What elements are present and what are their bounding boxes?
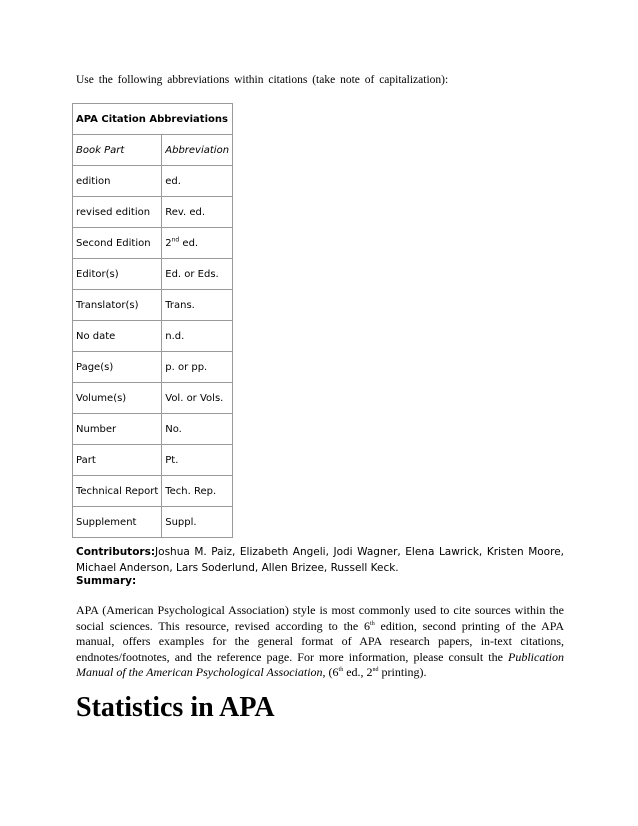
summary-text: edition, second printing of the APA manual, offers examples for the general format of APA research papers, in-text citations, endnotes/footnotes, and the reference page. For more information, please consult the xyxy=(76,618,565,664)
table-row xyxy=(73,476,233,507)
abbreviation-cell: Tech. Rep. xyxy=(162,476,233,507)
abbreviation-cell: Ed. or Eds. xyxy=(162,259,233,290)
table-row xyxy=(73,197,233,228)
contributors-label: Contributors: xyxy=(76,546,156,558)
table-row xyxy=(73,414,233,445)
abbreviation-cell: Suppl. xyxy=(162,507,233,538)
abbreviations-table xyxy=(72,103,233,538)
intro-text: Use the following abbreviations within citations (take note of capitalization): xyxy=(76,74,449,86)
abbreviation-cell: n.d. xyxy=(162,321,233,352)
abbreviation-cell: ed. xyxy=(162,166,233,197)
book-part-cell: Part xyxy=(73,445,162,476)
book-part-cell: Translator(s) xyxy=(73,290,162,321)
summary-text: ed., 2 xyxy=(343,665,373,679)
book-part-cell: edition xyxy=(73,166,162,197)
table-row xyxy=(73,383,233,414)
book-part-cell: revised edition xyxy=(73,197,162,228)
abbreviation-cell xyxy=(162,228,233,259)
header-abbreviation: Abbreviation xyxy=(162,135,233,166)
abbr-suffix: ed. xyxy=(179,237,199,249)
publication-title: Publication Manual of the American Psychological Association xyxy=(76,649,564,679)
contributors-paragraph xyxy=(76,544,564,576)
abbr-number: 2 xyxy=(165,237,172,249)
abbreviation-cell: Pt. xyxy=(162,445,233,476)
section-heading: Statistics in APA xyxy=(76,692,275,723)
summary-superscript: th xyxy=(338,667,344,673)
table-header-row xyxy=(73,135,233,166)
abbr-superscript: nd xyxy=(171,236,180,244)
summary-superscript: th xyxy=(370,620,375,627)
table-title: APA Citation Abbreviations xyxy=(73,104,233,135)
abbreviation-cell: Trans. xyxy=(162,290,233,321)
summary-text: , (6 xyxy=(322,665,339,679)
header-book-part: Book Part xyxy=(73,135,162,166)
summary-text: APA (American Psychological Association) style is most commonly used to cite sources within the social sciences. This resource, revised according to the 6 xyxy=(76,603,564,633)
book-part-cell: Second Edition xyxy=(73,228,162,259)
book-part-cell: Technical Report xyxy=(73,476,162,507)
book-part-cell: Number xyxy=(73,414,162,445)
summary-paragraph xyxy=(76,603,564,681)
book-part-cell: No date xyxy=(73,321,162,352)
table-row xyxy=(73,290,233,321)
table-row xyxy=(73,259,233,290)
abbreviation-cell: No. xyxy=(162,414,233,445)
table-row xyxy=(73,321,233,352)
book-part-cell: Page(s) xyxy=(73,352,162,383)
book-part-cell: Supplement xyxy=(73,507,162,538)
book-part-cell: Volume(s) xyxy=(73,383,162,414)
summary-text: printing). xyxy=(378,665,427,679)
book-part-cell: Editor(s) xyxy=(73,259,162,290)
abbreviation-cell: Rev. ed. xyxy=(162,197,233,228)
table-row xyxy=(73,228,233,259)
abbreviation-cell: Vol. or Vols. xyxy=(162,383,233,414)
summary-superscript: nd xyxy=(372,667,379,673)
table-title-row xyxy=(73,104,233,135)
table-row xyxy=(73,166,233,197)
table-row xyxy=(73,507,233,538)
abbreviation-cell: p. or pp. xyxy=(162,352,233,383)
table-row xyxy=(73,352,233,383)
summary-label: Summary: xyxy=(76,575,137,587)
table-row xyxy=(73,445,233,476)
contributors-names: Joshua M. Paiz, Elizabeth Angeli, Jodi Wagner, Elena Lawrick, Kristen Moore, Michael Anderson, Lars Soderlund, Allen Brizee, Russell Keck. xyxy=(76,546,564,574)
